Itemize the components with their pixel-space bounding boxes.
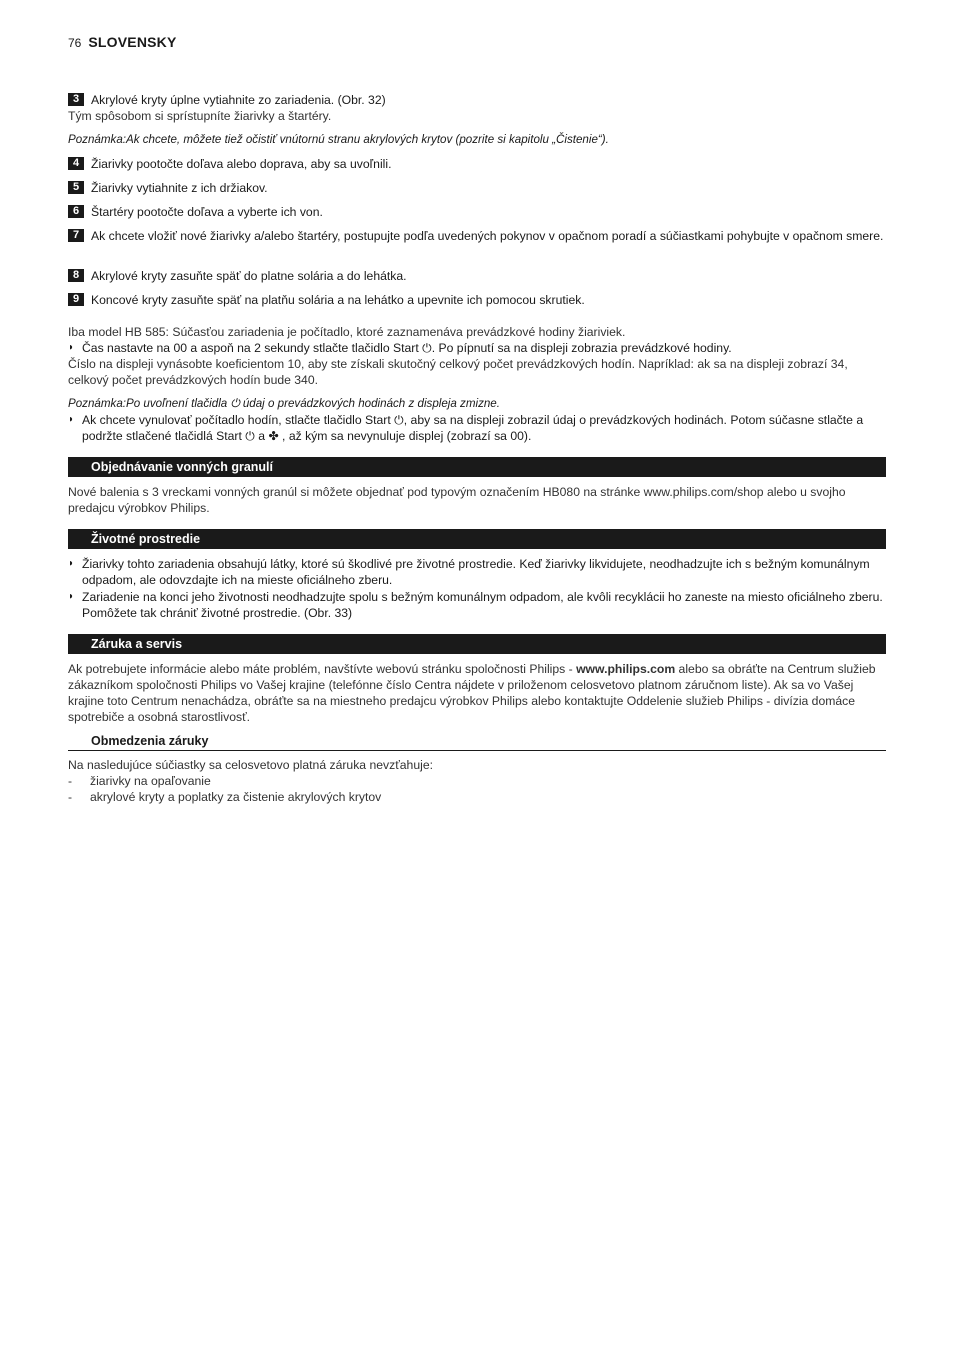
counter-multiply: Číslo na displeji vynásobte koeficientom 10, aby ste získali skutočný celkový počet prevádzkových hodín. Napríklad: ak sa na displeji zobrazí 34, celkový počet prevádzkových hodín bude 340.	[68, 357, 848, 387]
step-3	[68, 92, 886, 108]
limits-intro: Na nasledujúce súčiastky sa celosvetovo platná záruka nevzťahuje:	[68, 758, 433, 772]
bullet-text: Žiarivky tohto zariadenia obsahujú látky, ktoré sú škodlivé pre životné prostredie. Keď žiarivky likvidujete, neodhadzujte ich s bežným komunálnym odpadom, ale odovzdajte ich na mieste oficiálneho zberu.	[82, 557, 870, 587]
step-number: 3	[68, 93, 84, 106]
step-8	[68, 268, 886, 284]
step-text: Ak chcete vložiť nové žiarivky a/alebo štartéry, postupujte podľa uvedených pokynov v opačnom poradí a súčiastkami pohybujte v opačnom smere.	[91, 229, 884, 243]
page-header	[68, 34, 177, 50]
limits-item-2	[68, 789, 886, 805]
step-3-subtext: Tým spôsobom si sprístupníte žiarivky a štartéry.	[68, 109, 332, 123]
step-text: Žiarivky vytiahnite z ich držiakov.	[91, 181, 268, 195]
step-6	[68, 204, 886, 220]
subsection-title-limits: Obmedzenia záruky	[68, 732, 886, 751]
page-number: 76	[68, 36, 82, 50]
bullet-text: Čas nastavte na 00 a aspoň na 2 sekundy stlačte tlačidlo Start ⏻. Po pípnutí sa na displeji zobrazia prevádzkové hodiny.	[82, 341, 732, 355]
limits-item-text: žiarivky na opaľovanie	[90, 774, 211, 788]
bullet-icon: ◗	[68, 414, 75, 425]
limits-item-1	[68, 773, 886, 789]
section-title-environment: Životné prostredie	[68, 529, 886, 549]
step-5	[68, 180, 886, 196]
language-title: SLOVENSKY	[88, 34, 177, 50]
dash-marker: -	[68, 790, 73, 804]
step-number: 6	[68, 205, 84, 218]
bullet-icon: ◗	[68, 591, 75, 602]
step-4	[68, 156, 886, 172]
env-bullet-2	[68, 589, 886, 621]
bullet-text: Zariadenie na konci jeho životnosti neodhadzujte spolu s bežným komunálnym odpadom, ale kvôli recyklácii ho zaneste na miesto oficiálneho zberu. Pomôžete tak chrániť životné prostredie. (Obr. 33)	[82, 590, 883, 620]
step-7	[68, 228, 886, 244]
env-bullet-1	[68, 556, 886, 588]
step-number: 8	[68, 269, 84, 282]
step-text: Žiarivky pootočte doľava alebo doprava, aby sa uvoľnili.	[91, 157, 392, 171]
step-text: Akrylové kryty úplne vytiahnite zo zariadenia. (Obr. 32)	[91, 93, 386, 107]
counter-note: Poznámka:Po uvoľnení tlačidla ⏻ údaj o prevádzkových hodinách z displeja zmizne.	[68, 397, 500, 410]
dash-marker: -	[68, 774, 73, 788]
order-text: Nové balenia s 3 vreckami vonných granúl si môžete objednať pod typovým označením HB080 na stránke www.philips.com/shop alebo u svojho predajcu výrobkov Philips.	[68, 485, 846, 515]
warranty-text-after: alebo sa obráťte na Centrum služieb zákazníkom spoločnosti Philips vo Vašej krajine (telefónne číslo Centra nájdete v priloženom celosvetovo platnom záručnom liste). Ak sa vo Vašej krajine toto Centrum nenachádza, obráťte sa na miestneho predajcu výrobkov Philips alebo kontaktujte Oddelenie služieb Philips - divízia domáce spotrebiče a osobná starostlivosť.	[68, 662, 876, 724]
section-title-order: Objednávanie vonných granulí	[68, 457, 886, 477]
step-number: 4	[68, 157, 84, 170]
philips-link[interactable]: www.philips.com	[576, 662, 676, 676]
step-9	[68, 292, 886, 308]
limits-item-text: akrylové kryty a poplatky za čistenie akrylových krytov	[90, 790, 382, 804]
counter-bullet-1	[68, 340, 886, 356]
warranty-text	[68, 661, 886, 725]
step-number: 9	[68, 293, 84, 306]
note-cleaning: Poznámka:Ak chcete, môžete tiež očistiť vnútornú stranu akrylových krytov (pozrite si kapitolu „Čistenie“).	[68, 133, 609, 146]
warranty-text-before: Ak potrebujete informácie alebo máte problém, navštívte webovú stránku spoločnosti Philips -	[68, 662, 577, 676]
bullet-text: Ak chcete vynulovať počítadlo hodín, stlačte tlačidlo Start ⏻, aby sa na displeji zobrazil údaj o prevádzkových hodinách. Potom súčasne stlačte a podržte stlačené tlačidlá Start ⏻ a ✤ , až kým sa nevynuluje displej (zobrazí sa 00).	[82, 413, 864, 443]
step-text: Štartéry pootočte doľava a vyberte ich von.	[91, 205, 323, 219]
bullet-icon: ◗	[68, 558, 75, 569]
counter-intro: Iba model HB 585: Súčasťou zariadenia je počítadlo, ktoré zaznamenáva prevádzkové hodiny žiariviek.	[68, 325, 626, 339]
step-text: Koncové kryty zasuňte späť na platňu solária a na lehátko a upevnite ich pomocou skrutiek.	[91, 293, 585, 307]
step-text: Akrylové kryty zasuňte späť do platne solária a do lehátka.	[91, 269, 407, 283]
counter-bullet-2	[68, 412, 886, 444]
bullet-icon: ◗	[68, 342, 75, 353]
section-title-warranty: Záruka a servis	[68, 634, 886, 654]
step-number: 7	[68, 229, 84, 242]
step-number: 5	[68, 181, 84, 194]
